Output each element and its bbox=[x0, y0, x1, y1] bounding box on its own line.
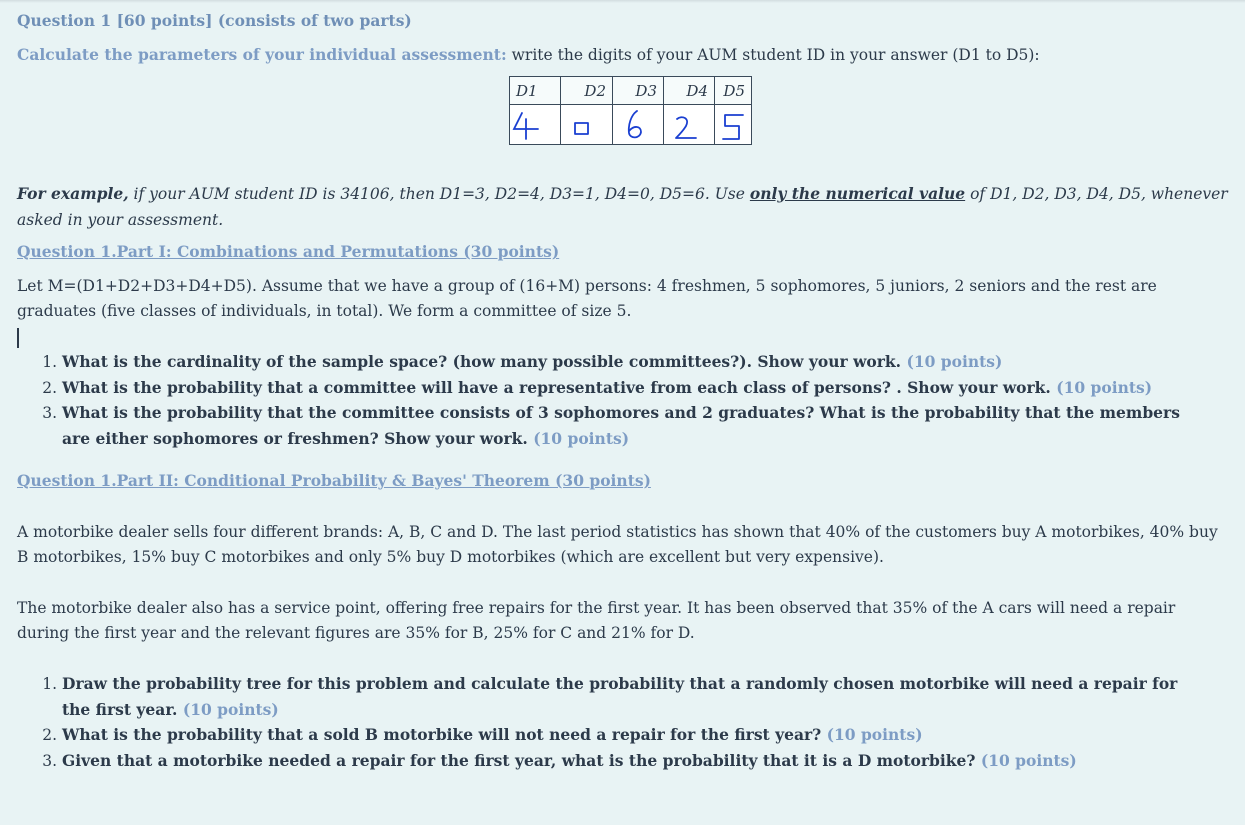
handwritten-six bbox=[613, 105, 663, 144]
question-points: (10 points) bbox=[980, 750, 1077, 770]
top-shadow bbox=[0, 0, 1245, 3]
example-note bbox=[17, 181, 1229, 233]
handwritten-digit-d2 bbox=[561, 105, 613, 145]
part2-question-1 bbox=[62, 671, 1182, 722]
part1-question-2 bbox=[62, 375, 1182, 401]
part1-question-1 bbox=[62, 349, 1182, 375]
question-text: What is the cardinality of the sample space? (how many possible committees?). Show your work. bbox=[62, 352, 902, 371]
handwritten-two bbox=[664, 105, 714, 144]
digit-header-d2: D2 bbox=[561, 77, 613, 105]
example-lead: For example, bbox=[17, 184, 129, 203]
example-text-2: of D1, D2, D3, D4, D5, whenever asked in your assessment. bbox=[17, 185, 1228, 229]
question-title: Question 1 [60 points] (consists of two parts) bbox=[17, 11, 412, 30]
part2-paragraph-2: The motorbike dealer also has a service point, offering free repairs for the first year. It has been observed that 35% of the A cars will need a repair during the first year and the relevant figures are 35% for B, 25% for C and 21% for D. bbox=[17, 599, 1176, 642]
handwritten-digit-d1 bbox=[510, 105, 561, 145]
handwritten-digit-d3 bbox=[613, 105, 664, 145]
params-accent: Calculate the parameters of your individual assessment: bbox=[17, 45, 507, 64]
part2-paragraph-1: A motorbike dealer sells four different brands: A, B, C and D. The last period statistics has shown that 40% of the customers buy A motorbikes, 40% buy B motorbikes, 15% buy C motorbikes and only 5% buy D motorbikes (which are excellent but very expensive). bbox=[17, 523, 1218, 566]
params-instruction bbox=[17, 44, 1229, 66]
question-points: (10 points) bbox=[1056, 377, 1153, 397]
question-text: What is the probability that a sold B motorbike will not need a repair for the first year? bbox=[62, 725, 822, 744]
question-text: Given that a motorbike needed a repair for the first year, what is the probability that it is a D motorbike? bbox=[62, 750, 976, 770]
digit-header-d1: D1 bbox=[510, 77, 561, 105]
digit-header-d3: D3 bbox=[613, 77, 664, 105]
handwritten-digit-d4 bbox=[664, 105, 715, 145]
question-points: (10 points) bbox=[182, 699, 279, 719]
part1-intro: Let M=(D1+D2+D3+D4+D5). Assume that we have a group of (16+M) persons: 4 freshmen, 5 sophomores, 5 juniors, 2 seniors and the rest are graduates (five classes of individuals, in total). We form a committee of size 5. bbox=[17, 277, 1157, 320]
question-text: What is the probability that a committee will have a representative from each class of persons? . Show your work. bbox=[62, 377, 1051, 397]
student-id-digit-table bbox=[509, 76, 752, 145]
digit-header-d4: D4 bbox=[664, 77, 715, 105]
handwritten-zero bbox=[561, 105, 612, 144]
part2-question-2 bbox=[62, 722, 1182, 748]
question-points: (10 points) bbox=[826, 725, 923, 744]
question-points: (10 points) bbox=[533, 428, 630, 448]
question-text: What is the probability that the committee consists of 3 sophomores and 2 graduates? What is the probability that the members are either sophomores or freshmen? Show your work. bbox=[62, 403, 1180, 448]
text-cursor bbox=[17, 328, 19, 348]
example-text-1: if your AUM student ID is 34106, then D1=3, D2=4, D3=1, D4=0, D5=6. Use bbox=[133, 185, 745, 203]
digit-handwritten-row bbox=[510, 105, 752, 145]
handwritten-four bbox=[510, 105, 560, 144]
handwritten-digit-d5 bbox=[715, 105, 752, 145]
part2-question-3 bbox=[62, 748, 1182, 774]
part1-title[interactable]: Question 1.Part I: Combinations and Permutations (30 points) bbox=[17, 242, 560, 261]
example-emphasis: only the numerical value bbox=[749, 184, 966, 203]
question-text: Draw the probability tree for this problem and calculate the probability that a randomly chosen motorbike will need a repair for the first year. bbox=[62, 674, 1178, 719]
params-rest: write the digits of your AUM student ID in your answer (D1 to D5): bbox=[511, 46, 1040, 64]
digit-header-d5: D5 bbox=[715, 77, 752, 105]
assessment-content bbox=[17, 10, 1229, 770]
question-points: (10 points) bbox=[906, 352, 1003, 371]
handwritten-five bbox=[715, 105, 751, 144]
part2-title[interactable]: Question 1.Part II: Conditional Probability & Bayes' Theorem (30 points) bbox=[17, 471, 651, 490]
part1-question-3 bbox=[62, 400, 1182, 451]
part1-question-list bbox=[17, 349, 1182, 451]
digit-header-row bbox=[510, 77, 752, 105]
part2-question-list bbox=[17, 671, 1182, 773]
